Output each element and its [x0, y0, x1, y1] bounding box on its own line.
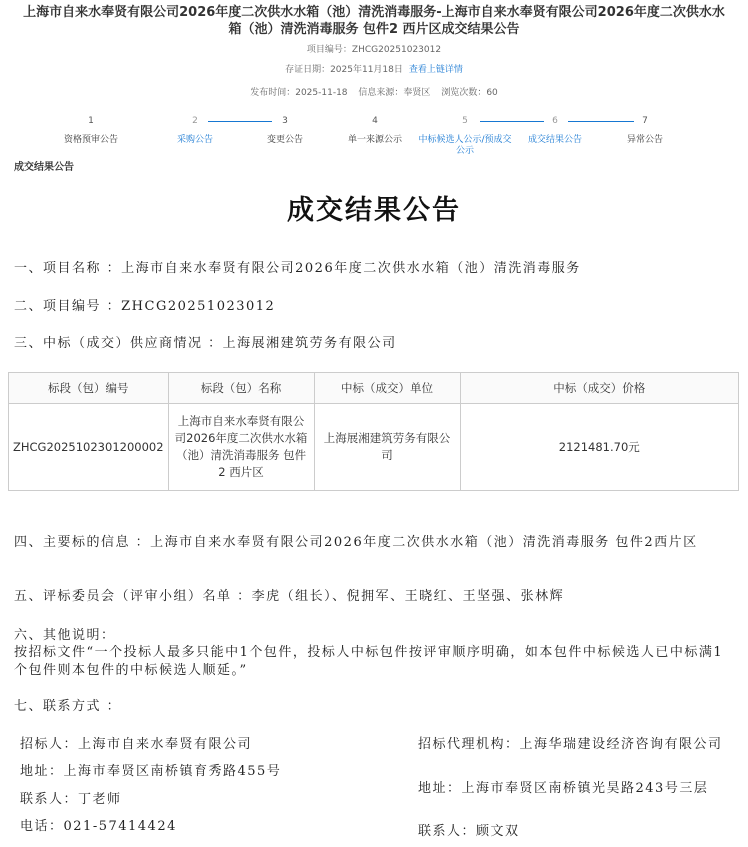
result-table — [8, 372, 739, 491]
column-header: 中标（成交）价格 — [460, 373, 738, 404]
step-label: 中标候选人公示/预成交公示 — [418, 135, 512, 156]
step-candidate[interactable] — [415, 114, 515, 157]
step-number: 1 — [88, 116, 94, 126]
publish-info — [0, 85, 748, 98]
project-name: 一、项目名称 ：上海市自来水奉贤有限公司2026年度二次供水水箱（池）清洗消毒服务 — [14, 261, 581, 276]
tenderer-address: 地址：上海市奉贤区南桥镇育秀路455号 — [20, 764, 282, 779]
step-number: 5 — [462, 116, 468, 126]
step-abnormal[interactable] — [595, 114, 695, 146]
step-procurement[interactable] — [145, 114, 245, 146]
step-label: 采购公告 — [176, 135, 213, 145]
agency: 招标代理机构：上海华瑞建设经济咨询有限公司 — [418, 737, 723, 752]
winning-price: 2121481.70元 — [460, 404, 738, 491]
section-tab: 成交结果公告 — [14, 162, 74, 173]
step-change[interactable] — [235, 114, 335, 146]
project-code: 二、项目编号 ：ZHCG20251023012 — [14, 299, 276, 314]
step-label: 资格预审公告 — [63, 135, 118, 145]
column-header: 标段（包）名称 — [168, 373, 314, 404]
step-number: 6 — [552, 116, 558, 126]
process-steps — [0, 114, 748, 160]
step-label: 变更公告 — [266, 135, 303, 145]
supplier-info: 三、中标（成交）供应商情况 ：上海展湘建筑劳务有限公司 — [14, 336, 397, 351]
step-label: 单一来源公示 — [347, 135, 402, 145]
project-number-text: 项目编号：ZHCG20251023012 — [306, 45, 442, 55]
package-name: 上海市自来水奉贤有限公司2026年度二次供水水箱（池）清洗消毒服务 包件2 西片区 — [168, 404, 314, 491]
other-notes-title: 六、其他说明： — [14, 628, 116, 643]
table-header-row — [9, 373, 739, 404]
project-number — [0, 42, 748, 55]
main-subject: 四、主要标的信息 ：上海市自来水奉贤有限公司2026年度二次供水水箱（池）清洗消毒服务 包件2西片区 — [14, 535, 698, 550]
publish-date: 发布时间：2025-11-18 — [250, 88, 348, 98]
step-number: 7 — [642, 116, 648, 126]
document-title: 成交结果公告 — [287, 195, 461, 226]
step-single-source[interactable] — [325, 114, 425, 146]
tenderer-contact: 联系人：丁老师 — [20, 792, 122, 807]
winning-unit: 上海展湘建筑劳务有限公司 — [314, 404, 460, 491]
tenderer: 招标人：上海市自来水奉贤有限公司 — [20, 737, 253, 752]
step-label: 异常公告 — [626, 135, 663, 145]
step-number: 3 — [282, 116, 288, 126]
step-label: 成交结果公告 — [527, 135, 582, 145]
step-result[interactable] — [505, 114, 605, 146]
view-chain-link[interactable]: 查看上链详情 — [408, 65, 463, 75]
tenderer-phone: 电话：021-57414424 — [20, 819, 177, 834]
archive-info — [0, 62, 748, 75]
committee-list: 五、评标委员会（评审小组）名单 ：李虎（组长）、倪拥军、王晓红、王坚强、张林辉 — [14, 589, 565, 604]
other-notes-text: 按招标文件“一个投标人最多只能中1个包件，投标人中标包件按评审顺序明确，如本包件中标候选人已中标满1个包件则本包件的中标候选人顺延。” — [14, 645, 724, 678]
column-header: 中标（成交）单位 — [314, 373, 460, 404]
page-title: 上海市自来水奉贤有限公司2026年度二次供水水箱（池）清洗消毒服务-上海市自来水奉贤有限公司2026年度二次供水水箱（池）清洗消毒服务 包件2 西片区成交结果公告 — [23, 5, 725, 37]
contact-heading: 七、联系方式 ： — [14, 699, 122, 714]
view-count: 浏览次数：60 — [441, 88, 498, 98]
table-row — [9, 404, 739, 491]
info-source: 信息来源：奉贤区 — [358, 88, 431, 98]
archive-date: 存证日期：2025年11月18日 — [285, 65, 403, 75]
step-number: 4 — [372, 116, 378, 126]
column-header: 标段（包）编号 — [9, 373, 169, 404]
agency-address: 地址：上海市奉贤区南桥镇光昊路243号三层 — [418, 781, 709, 796]
step-qualification[interactable] — [41, 114, 141, 146]
package-code: ZHCG2025102301200002 — [9, 404, 169, 491]
agency-contact: 联系人：顾文双 — [418, 824, 520, 839]
step-number: 2 — [192, 116, 198, 126]
